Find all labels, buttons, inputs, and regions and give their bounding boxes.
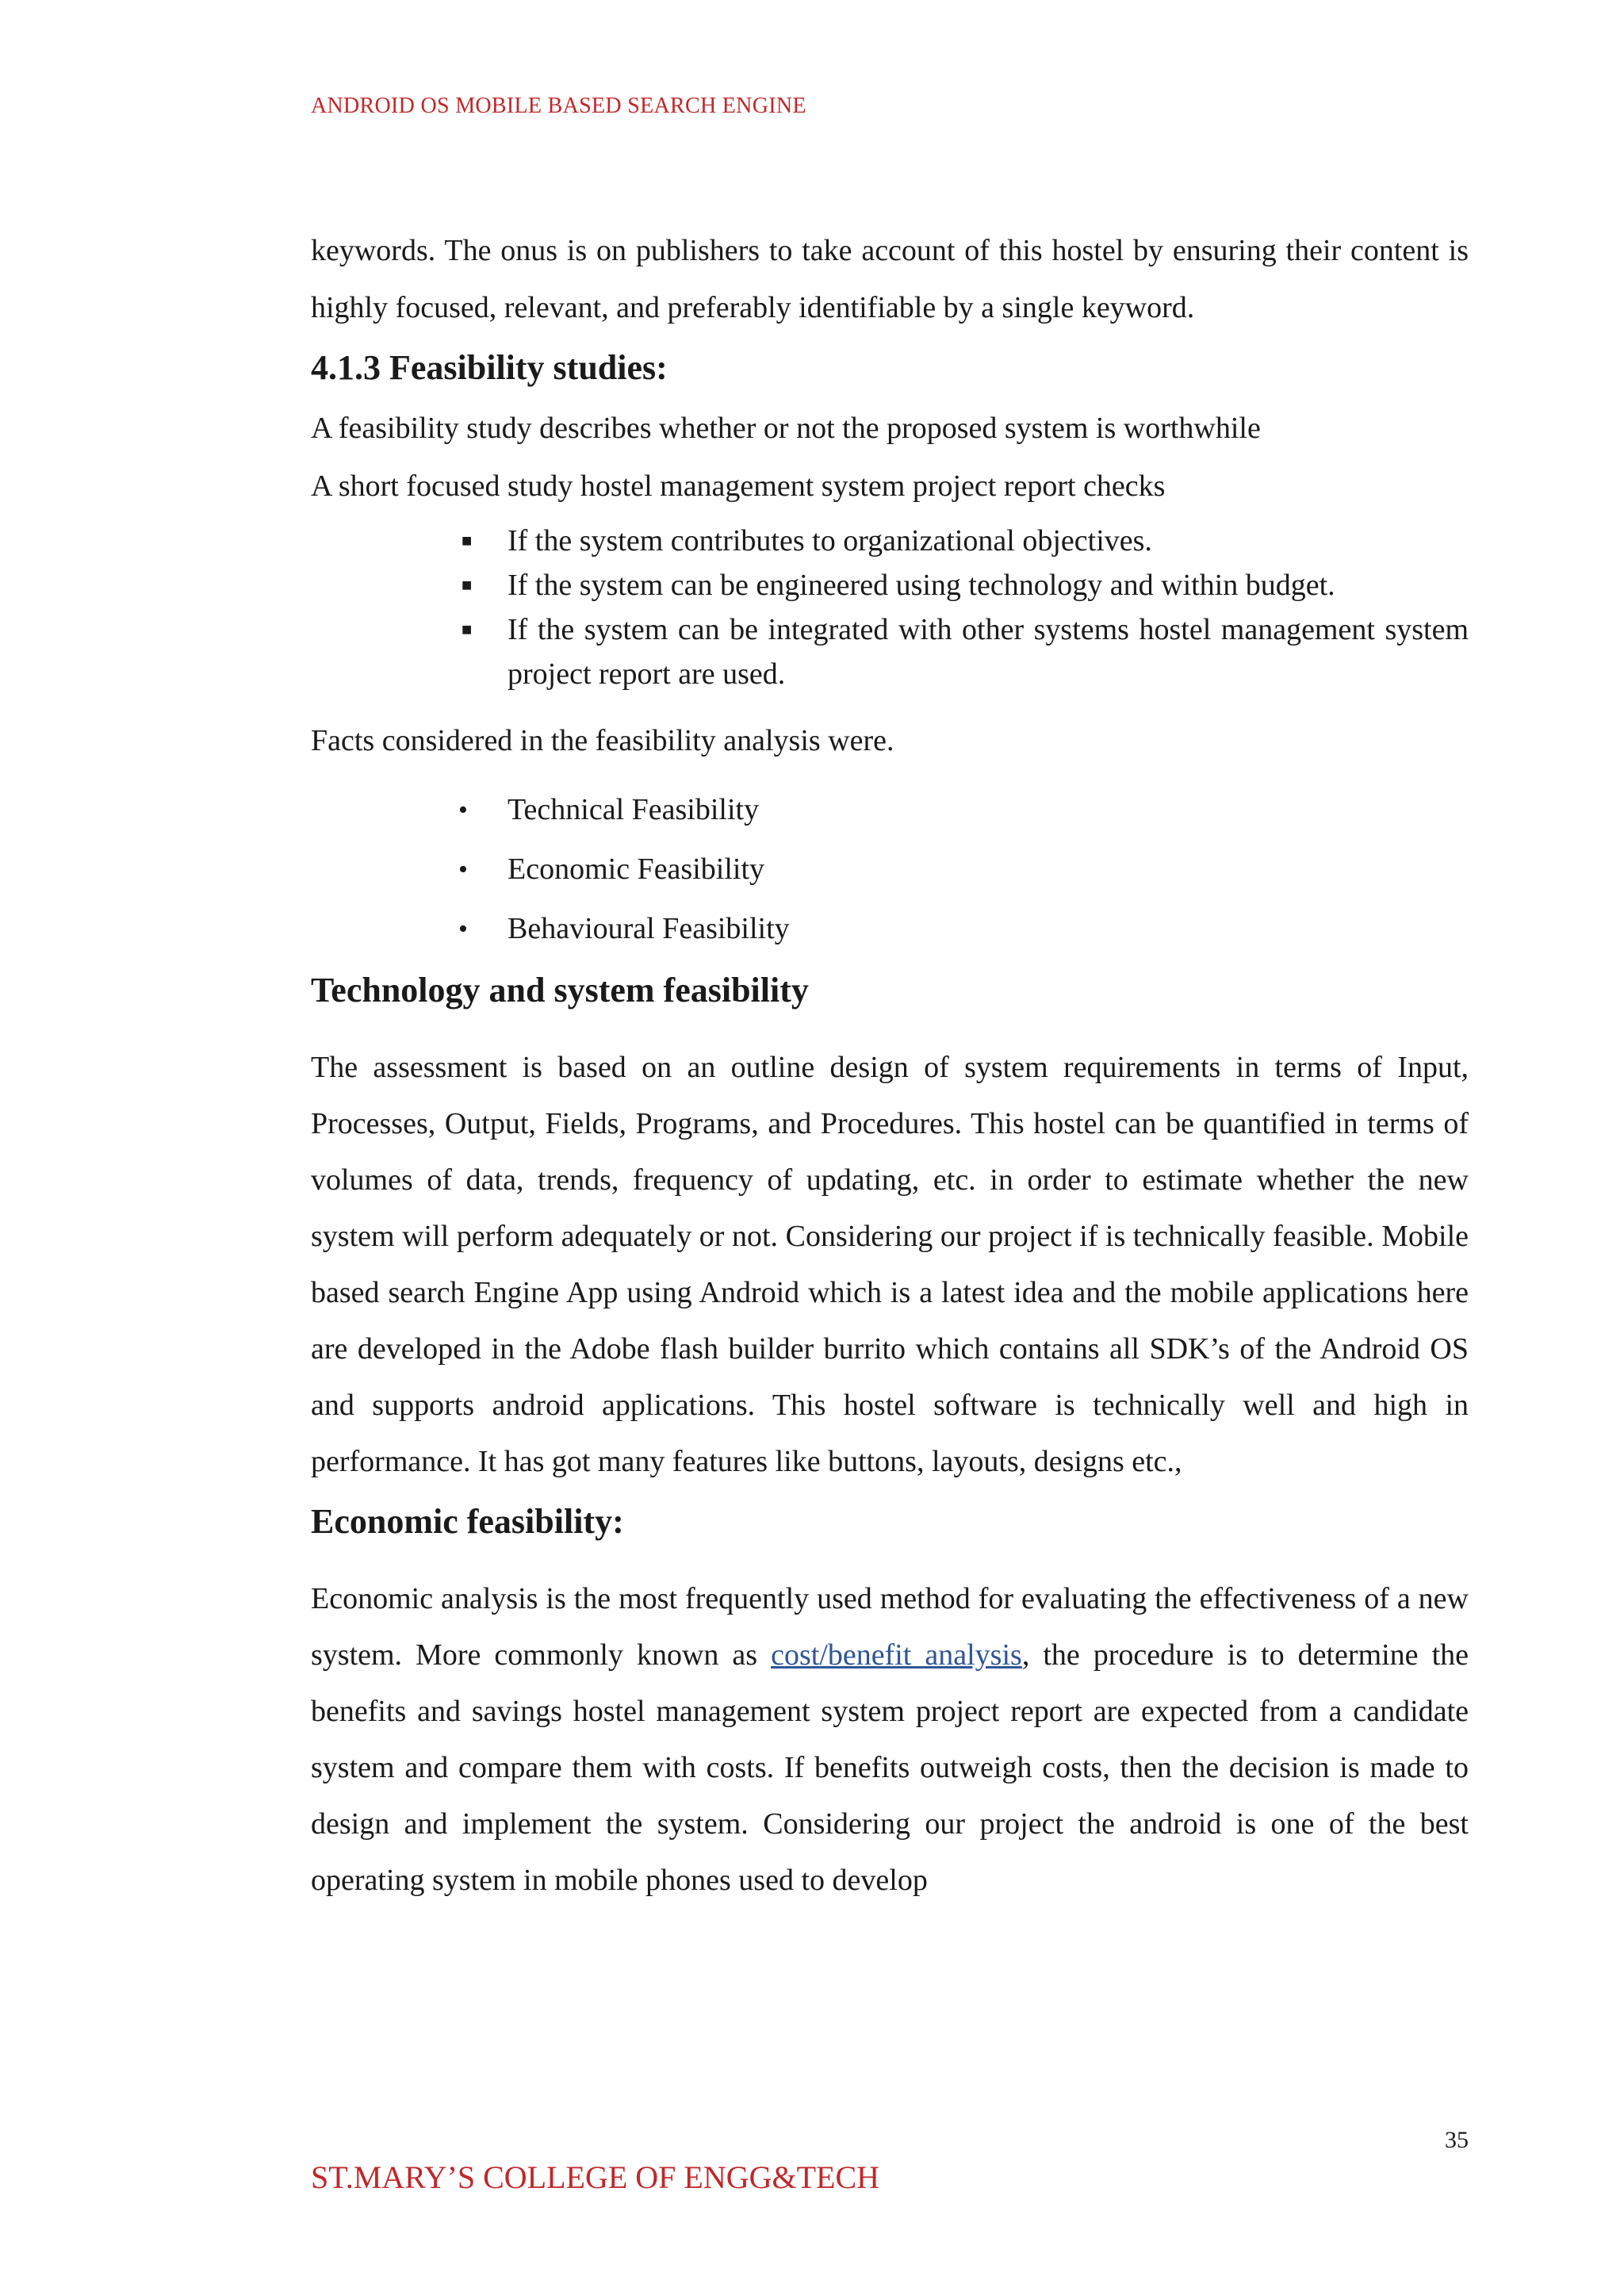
list-item-text: If the system contributes to organizational objectives.: [508, 524, 1152, 557]
running-header: ANDROID OS MOBILE BASED SEARCH ENGINE: [311, 94, 806, 118]
round-bullet-icon: •: [458, 914, 468, 944]
page-number: 35: [1445, 2127, 1469, 2153]
list-item: [311, 563, 1469, 607]
section-heading-technology-feasibility: Technology and system feasibility: [311, 971, 809, 1010]
round-bullet-icon: •: [458, 795, 468, 825]
running-footer: ST.MARY’S COLLEGE OF ENGG&TECH: [311, 2159, 880, 2195]
section-heading-economic-feasibility: Economic feasibility:: [311, 1502, 624, 1541]
economic-text-before-link: Economic analysis is the most frequently used method for evaluating the effectiveness of a new system. More commonly known as: [311, 1582, 1469, 1672]
economic-text-after-link: , the procedure is to determine the benefits and savings hostel management system project report are expected from a candidate system and compare them with costs. If benefits outweigh costs, then the decision is made to design and implement the system. Considering our project the android is one of the best operating system in mobile phones used to develop: [311, 1638, 1469, 1897]
list-item: [311, 519, 1469, 563]
feasibility-checks-list: [311, 519, 1469, 696]
list-item-text: Technical Feasibility: [508, 793, 760, 826]
feasibility-definition: A feasibility study describes whether or not the proposed system is worthwhile: [311, 412, 1261, 445]
section-heading-feasibility-studies: 4.1.3 Feasibility studies:: [311, 348, 668, 387]
list-item: [311, 780, 1469, 840]
square-bullet-icon: ■: [462, 531, 473, 550]
list-item-text: Economic Feasibility: [508, 852, 765, 886]
economic-paragraph: [311, 1571, 1469, 1909]
list-item-text: Behavioural Feasibility: [508, 912, 790, 945]
list-item-text: If the system can be engineered using technology and within budget.: [508, 569, 1335, 602]
page-content: [311, 222, 1469, 1909]
list-item: [311, 840, 1469, 899]
list-item-text: If the system can be integrated with other systems hostel management system project report are used.: [508, 613, 1469, 691]
list-item: [311, 899, 1469, 959]
feasibility-short-study: A short focused study hostel management system project report checks: [311, 469, 1166, 503]
facts-intro: Facts considered in the feasibility analysis were.: [311, 724, 894, 757]
cost-benefit-analysis-link[interactable]: cost/benefit analysis: [771, 1638, 1022, 1672]
technology-paragraph: The assessment is based on an outline design of system requirements in terms of Input, Processes, Output, Fields, Programs, and Procedures. This hostel can be quantified in terms of volumes of data, trends, frequency of updating, etc. in order to estimate whether the new system will perform adequately or not. Considering our project if is technically feasible. Mobile based search Engine App using Android which is a latest idea and the mobile applications here are developed in the Adobe flash builder burrito which contains all SDK’s of the Android OS and supports android applications. This hostel software is technically well and high in performance. It has got many features like buttons, layouts, designs etc.,: [311, 1051, 1469, 1478]
round-bullet-icon: •: [458, 855, 468, 884]
intro-paragraph: keywords. The onus is on publishers to take account of this hostel by ensuring their content is highly focused, relevant, and preferably identifiable by a single keyword.: [311, 234, 1469, 324]
list-item: [311, 607, 1469, 696]
feasibility-types-list: [311, 780, 1469, 959]
square-bullet-icon: ■: [462, 575, 473, 595]
square-bullet-icon: ■: [462, 619, 473, 639]
